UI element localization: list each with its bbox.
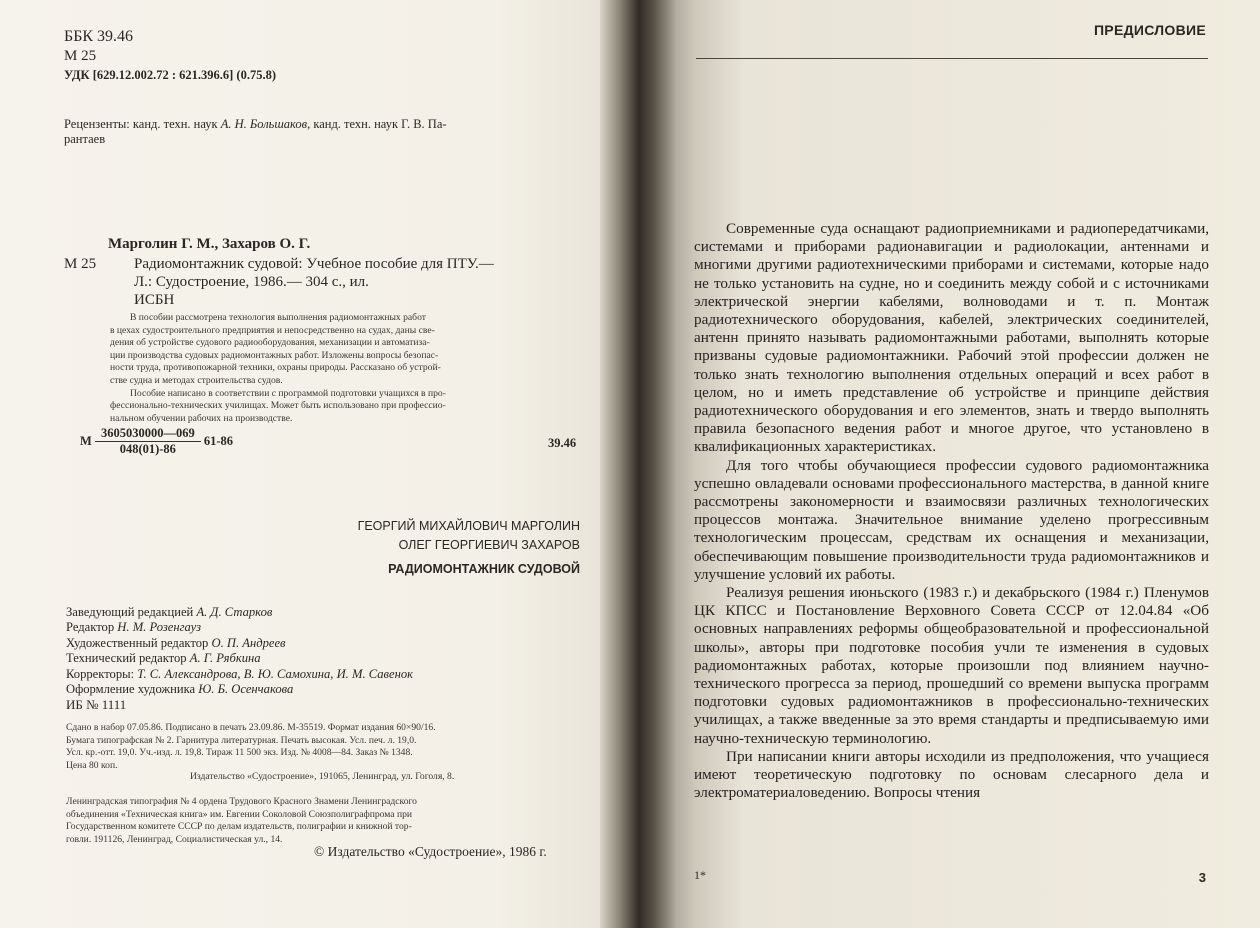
book-title: РАДИОМОНТАЖНИК СУДОВОЙ (388, 562, 580, 576)
abstract-line: дения об устройстве судового радиооборудования, механизации и автоматиза- (110, 337, 430, 349)
preface-paragraph: Для того чтобы обучающиеся профессии судового радиомонтажника успешно овладевали основами профессионального мастерства, в данной книге рассмотрены закономерности и взаимосвязи различных технологических процессов монтажа. Значительное внимание уделено прогрессивным технологическим процессам, средствам их оснащения и механизации, обеспечивающим повышение производительности труда радиомонтажников и улучшение условий их работы. (694, 456, 1209, 583)
reviewer-name: А. Н. Большаков (220, 117, 308, 131)
copyright: © Издательство «Судостроение», 1986 г. (314, 844, 547, 859)
author-full-name-2: ОЛЕГ ГЕОРГИЕВИЧ ЗАХАРОВ (398, 538, 580, 552)
abstract-line: в цехах судостроительного предприятия и непосредственно на судах, даны све- (110, 324, 435, 336)
credit-line: Заведующий редакцией А. Д. Старков (66, 605, 273, 619)
abstract-line: стве судна и методах строительства судов. (110, 374, 283, 386)
abstract-line: ности труда, противопожарной техники, охраны природы. Рассказано об устрой- (110, 362, 441, 374)
ib-number: ИБ № 1111 (66, 697, 127, 712)
publisher-address: Издательство «Судостроение», 191065, Ленинград, ул. Гоголя, 8. (190, 771, 455, 782)
imprint-line: Усл. кр.-отт. 19,0. Уч.-изд. л. 19,8. Тираж 11 500 экз. Изд. № 4008—84. Заказ № 1348. (66, 747, 413, 759)
abstract (110, 312, 446, 425)
book-gutter (600, 0, 678, 928)
printer-line: Ленинградская типография № 4 ордена Трудового Красного Знамени Ленинградского (66, 796, 417, 807)
catalog-code-m25: М 25 (64, 256, 97, 272)
left-page (0, 0, 620, 928)
printer-line: объединения «Техническая книга» им. Евгении Соколовой Союзполиграфпрома при (66, 808, 413, 820)
isbn: ИСБН (134, 292, 175, 308)
credits (66, 605, 413, 697)
printer-line: говли. 191126, Ленинград, Социалистическая ул., 14. (66, 833, 283, 845)
right-page (660, 0, 1260, 928)
catalog-authors: Марголин Г. М., Захаров О. Г. (108, 236, 311, 252)
preface-paragraph: При написании книги авторы исходили из предположения, что учащиеся имеют теоретическую подготовку по основам слесарного дела и электроматериаловедению. Вопросы чтения (694, 747, 1209, 802)
preface-paragraph: Современные суда оснащают радиоприемниками и радиопередатчиками, системами и приборами радионавигации и радиолокации, антеннами и многими другими радиотехническими приборами и системами, которые надо не только установить на судне, но и соединить между собой и с источниками электрической энергии кабелями, волноводами и т. п. Монтаж радиотехнического оборудования, кабелей, электрических соединителей, антенн принято называть радиомонтажными работами, выполнять которые призваны судовые радиомонтажники. Рабочий этой профессии должен не только знать технологию выполнения отдельных операций и всех работ в целом, но и иметь представление об устройстве и принципе действия радиотехнического оборудования и его элементов, знать и твердо выполнять правила безопасного ведения работ и многое другое, что установлено в квалификационных характеристиках. (694, 220, 1209, 456)
imprint (66, 722, 436, 772)
credit-line: Художественный редактор О. П. Андреев (66, 635, 286, 650)
credit-line: Оформление художника Ю. Б. Осенчакова (66, 682, 294, 697)
signature-mark: 1* (694, 868, 706, 882)
catalog-code: М 25 (64, 48, 97, 64)
credit-line: Редактор Н. М. Розенгауз (66, 620, 201, 635)
printer-info (66, 796, 417, 846)
chapter-heading: ПРЕДИСЛОВИЕ (1093, 22, 1206, 38)
bbk-code: ББК 39.46 (64, 28, 134, 45)
abstract-line: ции производства судовых радиомонтажных работ. Изложены вопросы безопас- (110, 349, 439, 361)
imprint-line: Бумага типографская № 2. Гарнитура литературная. Печать высокая. Усл. печ. л. 19,0. (66, 734, 417, 746)
class-code: 39.46 (548, 436, 577, 450)
catalog-line-2: Л.: Судостроение, 1986.— 304 с., ил. (134, 274, 369, 290)
formula-numerator: 3605030000—069 (95, 426, 201, 442)
printer-line: Государственном комитете СССР по делам издательств, полиграфии и книжной тор- (66, 821, 412, 833)
author-full-name-1: ГЕОРГИЙ МИХАЙЛОВИЧ МАРГОЛИН (357, 519, 580, 533)
credit-line: Корректоры: Т. С. Александрова, В. Ю. Самохина, И. М. Савенок (66, 666, 414, 681)
imprint-line: Цена 80 коп. (66, 759, 118, 771)
page-number: 3 (1198, 870, 1206, 885)
heading-rule (696, 58, 1208, 59)
preface-text (694, 220, 1209, 803)
abstract-line: фессионально-технических училищах. Может быть использовано при профессио- (110, 400, 446, 412)
reviewers: Рецензенты: канд. техн. наук А. Н. Большаков, канд. техн. наук Г. В. Па- рантаев (64, 117, 447, 146)
abstract-line: нальном обучении рабочих на производстве. (110, 412, 293, 424)
credit-line: Технический редактор А. Г. Рябкина (66, 651, 261, 666)
imprint-line: Сдано в набор 07.05.86. Подписано в печать 23.09.86. М-35519. Формат издания 60×90/16. (66, 722, 436, 733)
reviewer-name: Г. В. Па- (401, 117, 447, 131)
formula-denominator: 048(01)-86 (119, 442, 176, 456)
abstract-line: Пособие написано в соответствии с программой подготовки учащихся в про- (130, 387, 446, 399)
catalog-line-1: Радиомонтажник судовой: Учебное пособие для ПТУ.— (134, 256, 494, 272)
udk-code: УДК [629.12.002.72 : 621.396.6] (0.75.8) (64, 68, 277, 82)
abstract-line: В пособии рассмотрена технология выполнения радиомонтажных работ (130, 312, 426, 323)
catalog-formula: М $\frac{3605030000—069}{048(01)-86}$ 61-86 (80, 426, 233, 456)
preface-paragraph: Реализуя решения июньского (1983 г.) и декабрьского (1984 г.) Пленумов ЦК КПСС и Постановление Верховного Совета СССР от 12.04.84 «Об основных направлениях реформы общеобразовательной и профессиональной школы», авторы при подготовке пособия учли те изменения в судовых радиомонтажных работах, которые произошли под влиянием научно-технического прогресса за период, прошедший со времени выпуска программ подготовки судовых радиомонтажников в профессионально-технических училищах, а также введенные за это время стандарты и предписываемую ими научно-техническую терминологию. (694, 584, 1209, 747)
